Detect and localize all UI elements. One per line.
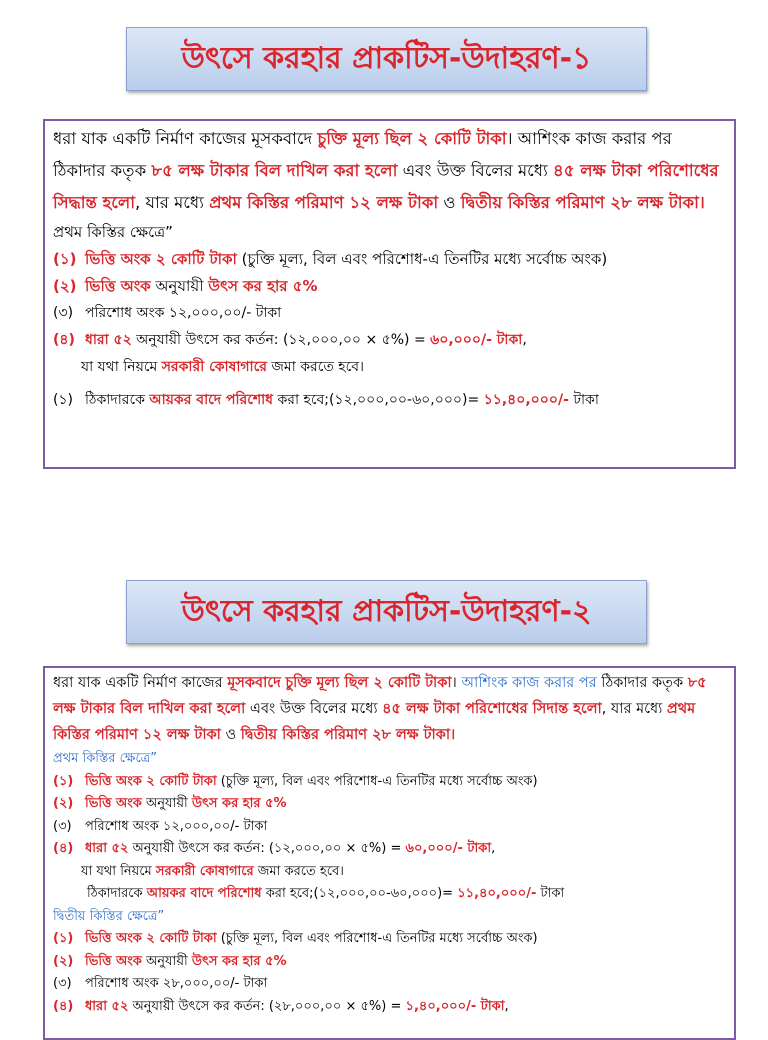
net-payment: ১১,৪০,০০০/- xyxy=(483,392,569,408)
note-text: যা যথা নিয়মে xyxy=(81,359,162,375)
intro-text: , যার মধ্যে xyxy=(601,701,667,717)
payment-amount: পরিশোধ অংক ২৮,০০০,০০/- টাকা xyxy=(85,976,268,991)
intro-text: ধরা যাক একটি নির্মাণ কাজের xyxy=(53,675,228,691)
example2-item-4-note xyxy=(45,861,734,884)
item-number: (২) xyxy=(53,953,74,969)
government-treasury: সরকারী কোষাগারে xyxy=(155,863,254,879)
item-number: (১) xyxy=(53,773,74,789)
base-amount-ref: ভিত্তি অংক xyxy=(85,953,142,969)
currency: টাকা xyxy=(568,392,599,408)
payment-decision: ৪৫ লক্ষ টাকা পরিশোধের সিদ্ধান্ত হলো xyxy=(53,161,719,212)
pay-after-tax: আয়কর বাদে পরিশোধ xyxy=(146,886,262,901)
note-text: জমা করতে হবে। xyxy=(266,359,365,375)
comma: , xyxy=(504,998,509,1014)
pay-after-tax: আয়কর বাদে পরিশোধ xyxy=(149,392,274,408)
item-number: (২) xyxy=(53,277,77,295)
section-52: ধারা ৫২ xyxy=(85,332,132,348)
example1-title: উৎসে করহার প্রাকটিস-উদাহরণ-১ xyxy=(181,41,592,76)
contract-value: চুক্তি মূল্য ছিল ২ কোটি টাকা xyxy=(317,129,507,148)
example2-second-item-1 xyxy=(45,928,734,951)
base-amount: ভিত্তি অংক ২ কোটি টাকা xyxy=(85,931,217,946)
payment-amount: পরিশোধ অংক ১২,০০০,০০/- টাকা xyxy=(85,818,268,834)
intro-text: । আশিংক কাজ করার পর ঠিকাদার কতৃক xyxy=(53,129,672,180)
vat-excluded: মূসকবাদে xyxy=(227,675,281,691)
example1-title-banner xyxy=(126,27,647,91)
deduction-formula: অনুযায়ী উৎসে কর কর্তন: (১২,০০০,০০ × ৫%) = xyxy=(131,332,431,348)
item-number: (৪) xyxy=(53,841,74,856)
first-installment: প্রথম কিস্তির পরিমাণ ১২ লক্ষ টাকা xyxy=(209,193,439,212)
comma: , xyxy=(522,332,527,348)
base-amount-note: (চুক্তি মূল্য, বিল এবং পরিশোধ-এ তিনটির মধ্যে সর্বোচ্চ অংক) xyxy=(236,250,608,268)
government-treasury: সরকারী কোষাগারে xyxy=(161,359,267,375)
deduction-formula: অনুযায়ী উৎসে কর কর্তন: (২৮,০০০,০০ × ৫%) = xyxy=(128,998,406,1014)
intro-text: ধরা যাক একটি নির্মাণ কাজের মূসকবাদে xyxy=(53,129,318,148)
example2-pay-line xyxy=(45,883,734,906)
first-installment-label: প্রথম কিস্তির ক্ষেত্রে” xyxy=(53,751,157,766)
item-number: (৩) xyxy=(53,305,74,321)
item-text: অনুযায়ী xyxy=(141,953,192,969)
base-amount: ভিত্তি অংক ২ কোটি টাকা xyxy=(85,250,237,268)
net-payment: ১১,৪০,০০০/- xyxy=(457,886,537,901)
deduction-result: ৬০,০০০/- টাকা xyxy=(405,841,492,856)
payment-decision: ৪৫ লক্ষ টাকা পরিশোধের সিদান্ত হলো xyxy=(382,701,602,717)
comma: , xyxy=(491,841,496,856)
example2-item-4 xyxy=(45,838,734,861)
pay-text: ঠিকাদারকে xyxy=(87,886,147,901)
bill-amount: ৮৫ লক্ষ টাকার বিল দাখিল করা হলো xyxy=(151,161,398,180)
tax-rate: উৎস কর হার ৫% xyxy=(191,953,287,969)
example2-intro xyxy=(45,668,734,748)
deduction-result: ১,৪০,০০০/- টাকা xyxy=(405,998,505,1014)
note-text: যা যথা নিয়মে xyxy=(81,863,156,879)
example2-second-item-3 xyxy=(45,973,734,996)
intro-text: । xyxy=(451,675,462,691)
pay-formula: করা হবে;(১২,০০০,০০-৬০,০০০)= xyxy=(261,886,458,901)
example2-second-item-2 xyxy=(45,951,734,974)
section-52: ধারা ৫২ xyxy=(85,841,129,856)
example2-second-item-4 xyxy=(45,996,734,1019)
section-52: ধারা ৫২ xyxy=(85,998,129,1014)
item-number: (২) xyxy=(53,796,74,811)
partial-work: আশিংক কাজ করার পর xyxy=(461,675,597,691)
example1-item-3 xyxy=(45,300,734,327)
example1-item-1 xyxy=(45,246,734,273)
intro-text: এবং উক্ত বিলের মধ্যে xyxy=(397,161,554,180)
second-installment: দ্বিতীয় কিস্তির পরিমাণ ২৮ লক্ষ টাকা। xyxy=(460,193,705,212)
example1-item-4-note xyxy=(45,354,734,381)
base-amount-note: (চুক্তি মূল্য, বিল এবং পরিশোধ-এ তিনটির মধ্যে সর্বোচ্চ অংক) xyxy=(216,773,538,789)
intro-text: , যার মধ্যে xyxy=(135,193,210,212)
example2-content-box xyxy=(43,666,736,1040)
item-number: (৪) xyxy=(53,998,74,1014)
base-amount: ভিত্তি অংক ২ কোটি টাকা xyxy=(85,773,217,789)
first-installment-label: প্রথম কিস্তির ক্ষেত্রে” xyxy=(53,223,173,241)
example2-title-banner xyxy=(126,580,647,644)
deduction-result: ৬০,০০০/- টাকা xyxy=(430,332,523,348)
item-number: (৩) xyxy=(53,976,72,991)
example1-intro xyxy=(45,121,734,219)
base-amount-ref: ভিত্তি অংক xyxy=(85,277,151,295)
second-installment-label: দ্বিতীয় কিস্তির ক্ষেত্রে” xyxy=(53,908,165,924)
item-number: (১) xyxy=(53,250,77,268)
item-text: অনুযায়ী xyxy=(150,277,209,295)
intro-text: ঠিকাদার কতৃক xyxy=(596,675,688,691)
base-amount-ref: ভিত্তি অংক xyxy=(85,796,142,811)
second-installment: দ্বিতীয় কিস্তির পরিমাণ ২৮ লক্ষ টাকা। xyxy=(240,727,456,743)
intro-text: ও xyxy=(438,193,461,212)
example2-title: উৎসে করহার প্রাকটিস-উদাহরণ-২ xyxy=(181,594,592,629)
currency: টাকা xyxy=(536,886,565,901)
example1-item-2 xyxy=(45,273,734,300)
item-number: (১) xyxy=(53,392,74,408)
base-amount-note: (চুক্তি মূল্য, বিল এবং পরিশোধ-এ তিনটির মধ্যে সর্বোচ্চ অংক) xyxy=(216,931,538,946)
tax-rate: উৎস কর হার ৫% xyxy=(208,277,318,295)
deduction-formula: অনুযায়ী উৎসে কর কর্তন: (১২,০০০,০০ × ৫%) = xyxy=(128,841,406,856)
example2-item-3 xyxy=(45,816,734,839)
intro-text: ও xyxy=(220,727,241,743)
pay-text: ঠিকাদারকে xyxy=(85,392,150,408)
payment-amount: পরিশোধ অংক ১২,০০০,০০/- টাকা xyxy=(85,305,282,321)
item-number: (১) xyxy=(53,931,74,946)
item-number: (৩) xyxy=(53,818,72,834)
pay-formula: করা হবে;(১২,০০০,০০-৬০,০০০)= xyxy=(273,392,484,408)
item-text: অনুযায়ী xyxy=(141,796,192,811)
contract-value: চুক্তি মূল্য ছিল ২ কোটি টাকা xyxy=(285,675,452,691)
example1-item-5 xyxy=(45,387,734,414)
tax-rate: উৎস কর হার ৫% xyxy=(191,796,287,811)
intro-text: এবং উক্ত বিলের মধ্যে xyxy=(245,701,383,717)
example1-item-4 xyxy=(45,327,734,354)
bill-amount: ৮৫ লক্ষ টাকার বিল দাখিল করা হলো xyxy=(53,675,707,717)
item-number: (৪) xyxy=(53,332,75,348)
example1-content-box xyxy=(43,119,736,469)
first-installment: প্রথম কিস্তির পরিমাণ ১২ লক্ষ টাকা xyxy=(53,701,696,743)
example2-item-1 xyxy=(45,771,734,794)
example2-item-2 xyxy=(45,793,734,816)
note-text: জমা করতে হবে। xyxy=(253,863,344,879)
